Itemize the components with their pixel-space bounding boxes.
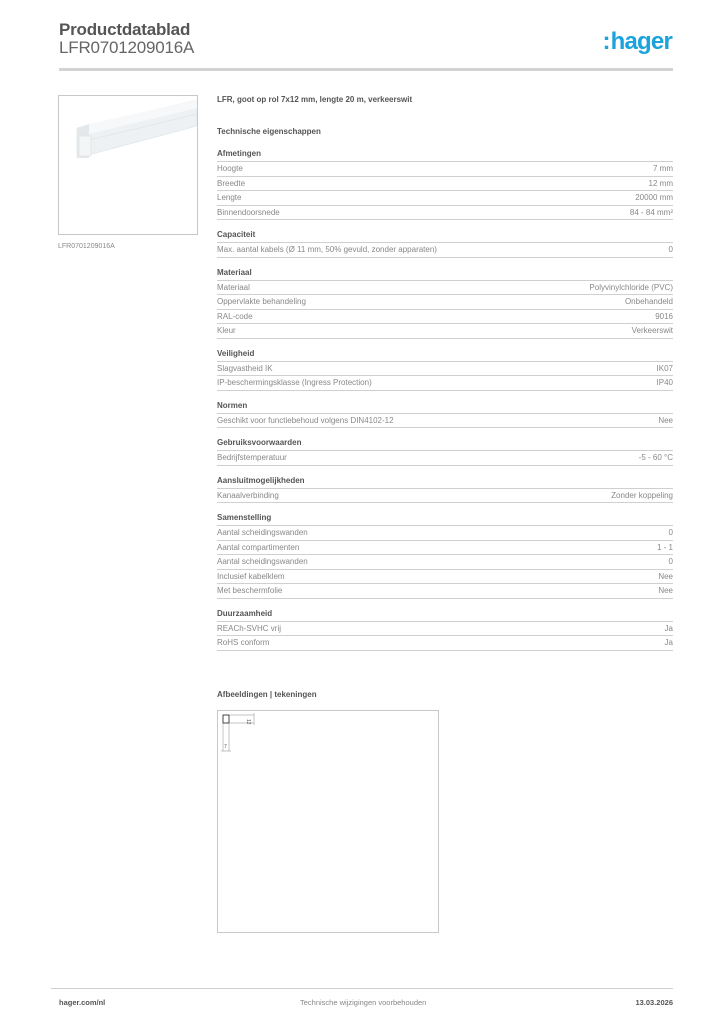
spec-row	[217, 622, 673, 637]
spec-row	[217, 177, 673, 192]
spec-group-title: Materiaal	[217, 268, 673, 281]
spec-value: 0	[668, 557, 673, 566]
spec-value: 0	[668, 528, 673, 537]
spec-row	[217, 541, 673, 556]
spec-label: IP-beschermingsklasse (Ingress Protection)	[217, 378, 372, 387]
spec-group	[217, 609, 673, 651]
spec-row	[217, 636, 673, 651]
spec-value: Onbehandeld	[624, 297, 673, 306]
spec-value: 20000 mm	[635, 193, 673, 202]
product-code: LFR0701209016A	[59, 38, 195, 57]
spec-value: 1 - 1	[656, 542, 673, 552]
spec-row	[217, 451, 673, 466]
cable-duct-image-icon	[59, 96, 198, 235]
logo-colon-icon: :	[602, 28, 610, 55]
spec-label: Inclusief kabelklem	[217, 571, 285, 581]
spec-row	[217, 570, 673, 585]
spec-value: Nee	[658, 571, 673, 581]
spec-group	[217, 476, 673, 504]
spec-group	[217, 149, 673, 220]
spec-value: Nee	[658, 586, 673, 595]
spec-row	[217, 526, 673, 541]
spec-value: 7 mm	[653, 164, 673, 173]
spec-value: Nee	[658, 415, 673, 425]
spec-label: Aantal scheidingswanden	[217, 557, 308, 566]
disclaimer: Technische wijzigingen voorbehouden	[300, 998, 427, 1007]
spec-label: Slagvastheid IK	[217, 363, 273, 373]
spec-label: Materiaal	[217, 282, 250, 292]
spec-group-title: Samenstelling	[217, 513, 673, 526]
spec-group-title: Veiligheid	[217, 349, 673, 362]
spec-row	[217, 414, 673, 429]
spec-value: Ja	[664, 638, 673, 647]
spec-group	[217, 401, 673, 429]
spec-label: Lengte	[217, 193, 242, 202]
spec-group	[217, 268, 673, 339]
spec-value: -5 - 60 °C	[638, 453, 673, 462]
spec-group-title: Aansluitmogelijkheden	[217, 476, 673, 489]
spec-row	[217, 191, 673, 206]
spec-row	[217, 281, 673, 296]
drawings-heading: Afbeeldingen | tekeningen	[217, 690, 317, 699]
document-date: 13.03.2026	[635, 998, 673, 1007]
spec-value: 0	[668, 245, 673, 254]
spec-label: RoHS conform	[217, 638, 270, 647]
image-caption: LFR0701209016A	[58, 243, 115, 250]
spec-label: Oppervlakte behandeling	[217, 297, 306, 306]
spec-group-title: Duurzaamheid	[217, 609, 673, 622]
technical-drawing	[217, 710, 439, 933]
svg-text:12: 12	[245, 719, 251, 725]
product-image	[58, 95, 198, 235]
spec-label: Aantal compartimenten	[217, 542, 300, 552]
website-link[interactable]: hager.com/nl	[59, 998, 106, 1007]
spec-label: Breedte	[217, 178, 246, 188]
spec-row	[217, 295, 673, 310]
spec-row	[217, 324, 673, 339]
header-divider	[59, 68, 673, 71]
spec-row	[217, 310, 673, 325]
profile-drawing-icon	[218, 711, 440, 934]
spec-label: Hoogte	[217, 164, 243, 173]
specs-section	[217, 95, 673, 661]
spec-label: Binnendoorsnede	[217, 207, 280, 217]
spec-label: Bedrijfstemperatuur	[217, 453, 287, 462]
spec-value: IP40	[656, 378, 673, 387]
spec-label: RAL-code	[217, 311, 253, 321]
spec-group	[217, 438, 673, 466]
spec-label: Geschikt voor functiebehoud volgens DIN4102-12	[217, 415, 394, 425]
spec-row	[217, 162, 673, 177]
spec-value: Polyvinylchloride (PVC)	[589, 282, 673, 292]
svg-text:7: 7	[224, 744, 227, 750]
spec-value: 9016	[655, 311, 673, 321]
spec-value: IK07	[656, 363, 673, 373]
spec-group-title: Normen	[217, 401, 673, 414]
spec-groups	[217, 149, 673, 651]
spec-row	[217, 489, 673, 504]
spec-label: Kanaalverbinding	[217, 490, 279, 500]
spec-value: 12 mm	[648, 178, 673, 188]
tech-properties-heading: Technische eigenschappen	[217, 127, 321, 136]
spec-row	[217, 243, 673, 258]
spec-label: Max. aantal kabels (Ø 11 mm, 50% gevuld, zonder apparaten)	[217, 245, 437, 254]
footer-divider	[51, 988, 673, 989]
spec-label: Aantal scheidingswanden	[217, 528, 308, 537]
logo-text: hager	[610, 28, 672, 55]
spec-row	[217, 376, 673, 391]
spec-value: Ja	[664, 623, 673, 633]
spec-label: Met beschermfolie	[217, 586, 283, 595]
spec-group-title: Afmetingen	[217, 149, 673, 162]
spec-group	[217, 230, 673, 258]
product-description: LFR, goot op rol 7x12 mm, lengte 20 m, verkeerswit	[217, 95, 413, 104]
page-title: Productdatablad	[59, 20, 191, 39]
spec-row	[217, 555, 673, 570]
spec-row	[217, 584, 673, 599]
spec-value: Zonder koppeling	[611, 490, 673, 500]
spec-label: REACh-SVHC vrij	[217, 623, 282, 633]
spec-group	[217, 349, 673, 391]
spec-value: 84 - 84 mm²	[629, 207, 673, 217]
spec-label: Kleur	[217, 326, 236, 335]
spec-group-title: Capaciteit	[217, 230, 673, 243]
spec-group	[217, 513, 673, 599]
hager-logo	[602, 28, 672, 56]
spec-value: Verkeerswit	[631, 326, 673, 335]
spec-row	[217, 362, 673, 377]
spec-row	[217, 206, 673, 221]
spec-group-title: Gebruiksvoorwaarden	[217, 438, 673, 451]
